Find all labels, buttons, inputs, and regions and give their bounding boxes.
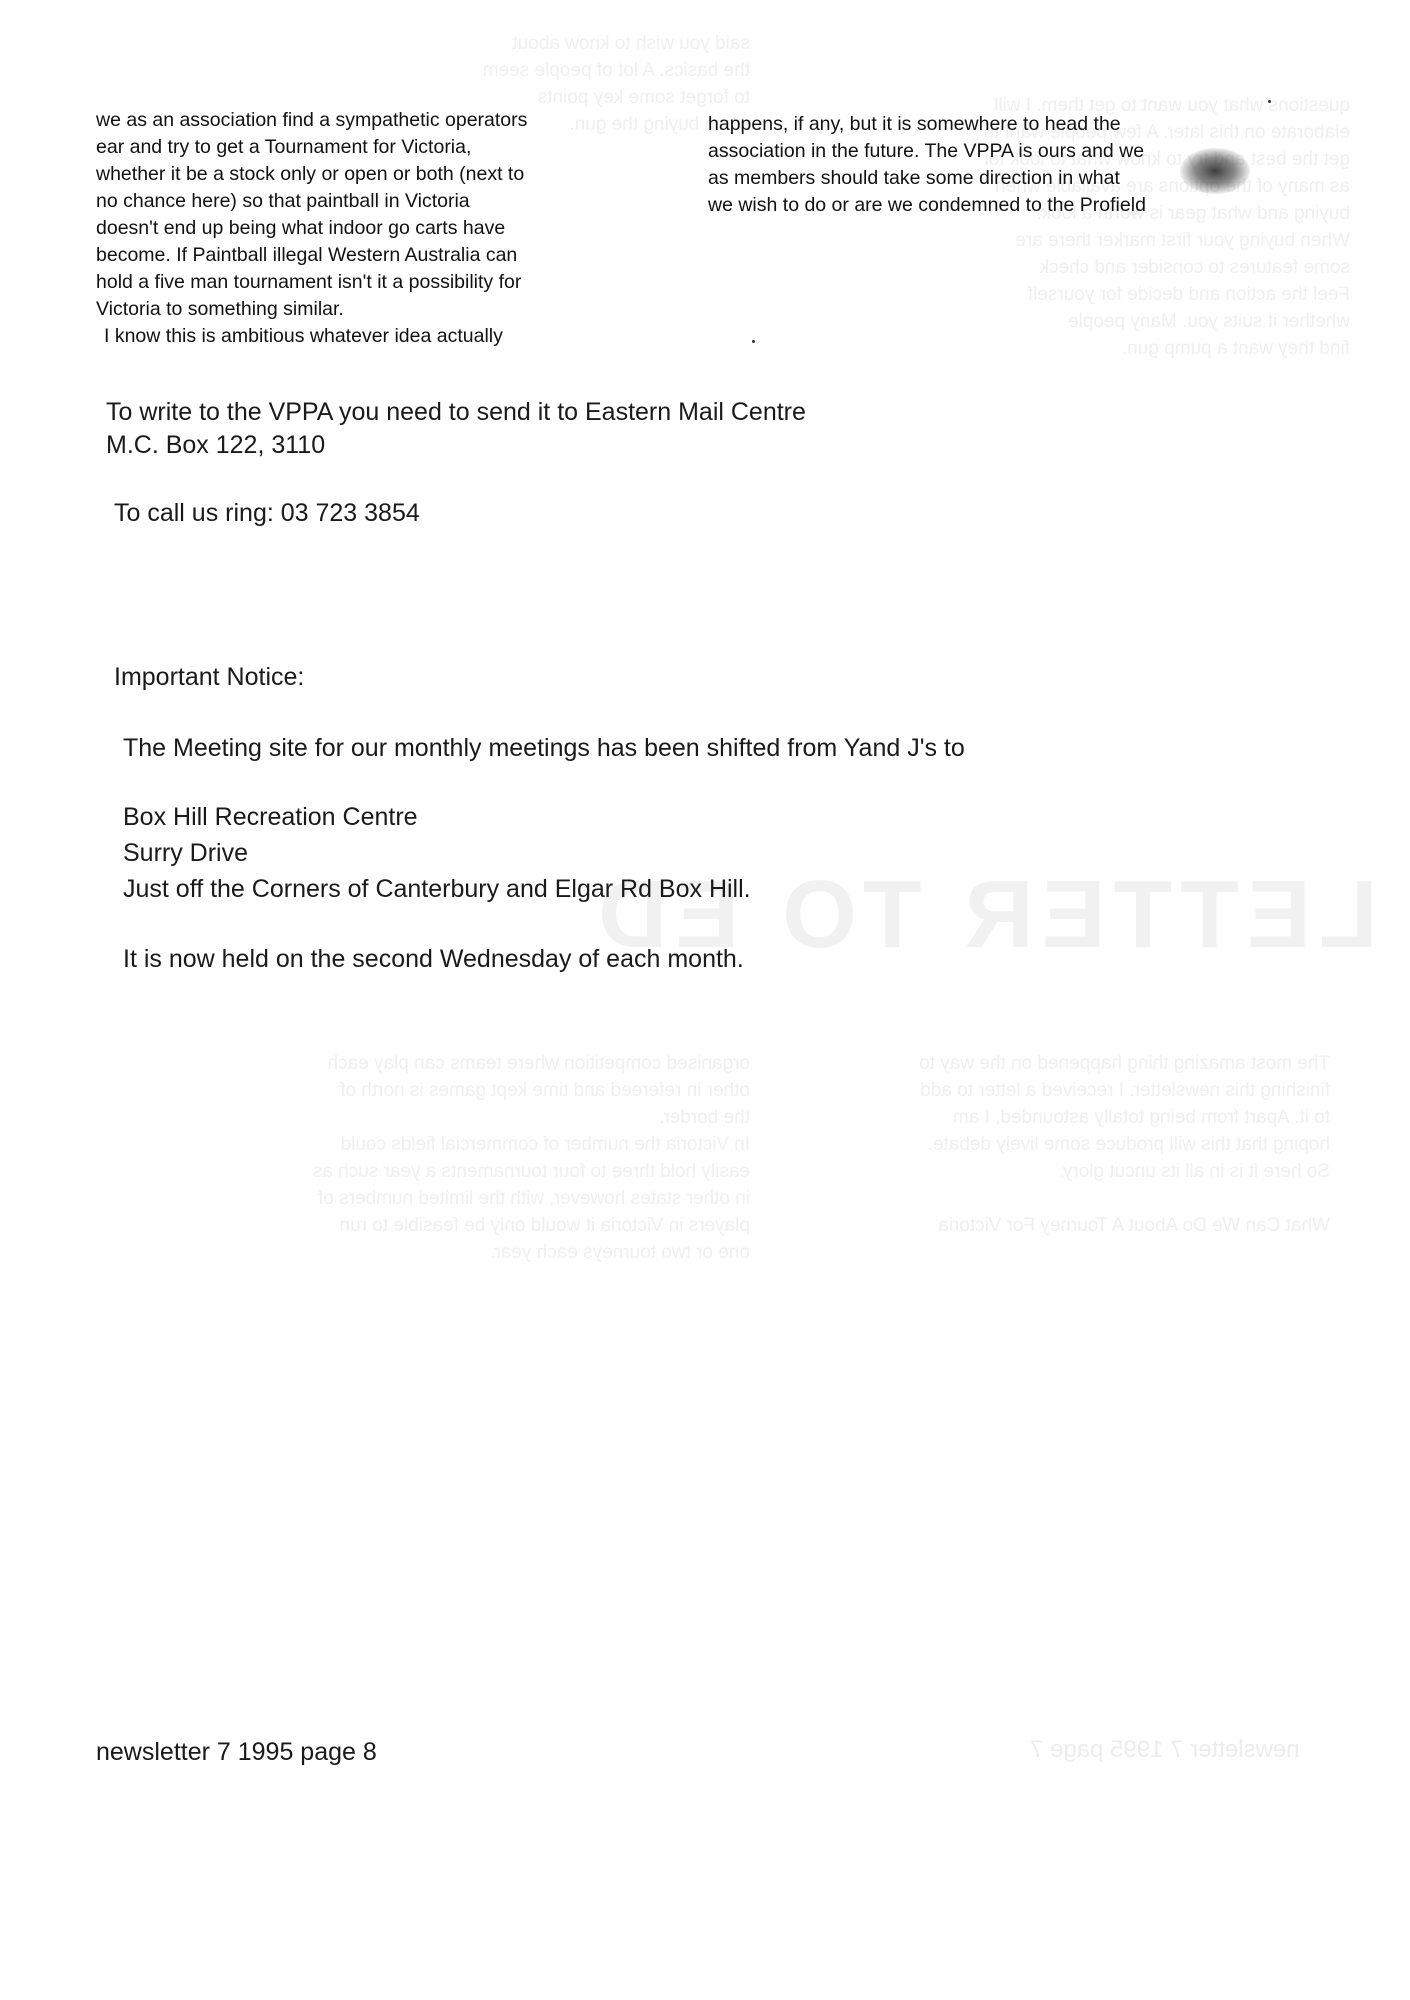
page-footer: newsletter 7 1995 page 8 [96,1738,377,1766]
write-instructions: To write to the VPPA you need to send it to Eastern Mail Centre [106,398,806,426]
show-through-footer: newsletter 7 1995 page 7 [1030,1736,1300,1763]
phone-number: To call us ring: 03 723 3854 [114,499,420,527]
right-column-paragraph: happens, if any, but it is somewhere to head the association in the future. The VPPA is ours and we as members should take some direction in what we wish to do or are we condemned to the Profield [708,113,1146,216]
left-column-closing: I know this is ambitious whatever idea actually [104,325,503,347]
meeting-site-change: The Meeting site for our monthly meetings has been shifted from Yand J's to [123,734,965,762]
left-column [96,107,656,350]
show-through-text: questions what you want to get them. I will elaborate on this later. A few people want to get the best to know what to look for as many of are available when buying and what gear is worth a look. When buying your first marker there are some features to consider and check Feel the action and decide for yourself whether it suits you. Many people find they want a pump gun. [982,95,1350,359]
venue-directions: Just off the Corners of Canterbury and Elgar Rd Box Hill. [123,875,751,903]
left-column-paragraph: we as an association find a sympathetic operators ear and try to get a Tournament for Victoria, whether it be a stock only or open or both (next to no chance here) so that paintball in Victoria doesn't end up being what indoor go carts have become. If Paintball illegal Western Australia can hold a five man tournament isn't it a possibility for Victoria to something similar. [96,109,528,320]
meeting-schedule: It is now held on the second Wednesday of each month. [123,945,744,973]
show-through-text: organised competition where teams can play each other in refereed and time kept games is north of the border. In Victoria the number of commercial fields could easily hold three to four tournaments a year such as in other states however, with the limited numbers of players in Victoria it would only be feasible to run one or two tourneys each year. [312,1053,750,1263]
show-through-text: said you wish to know about the basics. A lot of people seem to forget some key points when buying the gun. [482,33,750,135]
ink-smudge [1180,148,1250,194]
venue-name: Box Hill Recreation Centre [123,803,418,831]
ink-speck [752,340,755,343]
notice-heading: Important Notice: [114,663,305,691]
show-through-text: The most amazing thing happened on the way to finishing this newsletter. I received a letter to add to it. Apart from being totally astounded, I am hoping that this will produce some lively debate. So here it is in all its uncut glory. What Can We Do About A Tourney For Victoria [919,1053,1330,1236]
mail-box-address: M.C. Box 122, 3110 [106,431,326,459]
show-through-headline: LETTER TO ED [590,861,1378,968]
ink-speck [1268,100,1271,103]
venue-street: Surry Drive [123,839,249,867]
